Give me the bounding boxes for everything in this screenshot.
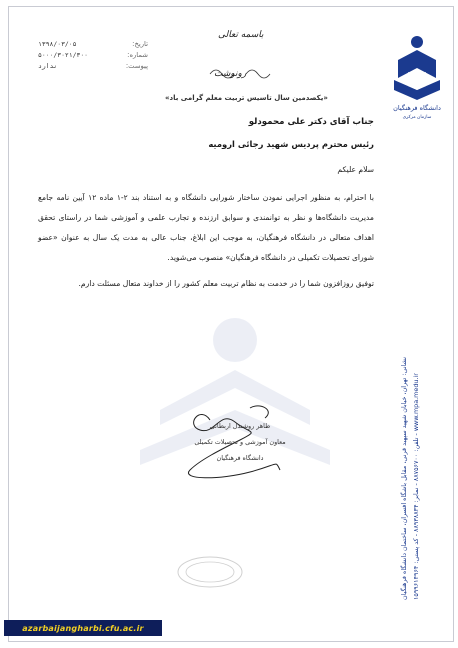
greeting: سلام علیکم [337,165,374,174]
sidebar-contact-text: تلفن: ۸۸۷۵۶۷۰۰ - نمابر: ۸۸۹۳۸۸۳۴ - کد پستی: ۱۵۹۹۶۱۴۹۶۴ - www.mpa.medu.ir [412,373,420,600]
footer-site-banner [4,620,162,636]
bismillah: باسمه تعالی [218,30,264,40]
slogan: «یکصدمین سال تاسیس تربیت معلم گرامی باد» [165,94,328,102]
footer-site-url: azarbaijangharbi.cfu.ac.ir [22,623,144,633]
signatory-org: دانشگاه فرهنگیان [216,454,264,462]
meta-attach-row [38,62,148,70]
recipient-title: رئیس محترم پردیس شهید رجائی ارومیه [208,139,374,149]
date-value: ۱۳۹۸/۰۳/۰۵ [38,40,77,48]
signatory-name: طاهر روشندل اربطانی [209,422,271,430]
sidebar-address-text: نشانی: تهران، خیابان شهید سپهبد قرنی، مقابل باشگاه افسران، ساختمان دانشگاه فرهنگیان [400,356,408,600]
doc-title: رونوشت [214,69,247,79]
recipient: جناب آقای دکتر علی محمودلو [248,117,374,127]
date-label: تاریخ: [132,40,148,48]
meta-date-row [38,40,148,48]
letter-body [38,112,374,294]
stamp-icon [175,555,245,590]
attach-value: ندارد [38,62,58,70]
sidebar [388,30,448,610]
attach-label: پیوست: [125,62,148,70]
paragraph-2: توفیق روزافزون شما را در خدمت به نظام تربیت معلم کشور را از خداوند متعال مسئلت دارم. [78,278,374,288]
meta-number-row [38,51,148,59]
sidebar-address [388,30,448,610]
signatory-position: معاون آموزشی و تحصیلات تکمیلی [194,438,286,446]
paragraph-1: با احترام، به منظور اجرایی نمودن ساختار شورایی دانشگاه و به استناد بند ۲-۱ ماده ۱۲ آیین نامه جامع مدیریت دانشگاه‌ها و نظر به توانمندی و سوابق ارزنده و تجارب علمی و آموزشی شما در راستای تحقق اهداف متعالی در دانشگاه فرهنگیان، به موجب این ابلاغ، جناب عالی به مدت یک سال به عنوان «عضو شورای تحصیلات تکمیلی در دانشگاه فرهنگیان» منصوب می‌شوید. [38,192,374,262]
number-label: شماره: [127,51,148,59]
logo-title: دانشگاه فرهنگیان [393,104,441,112]
letter-meta [38,40,148,73]
number-value: ۵۰۰۰/۳۰۲۱/۳۰۰ [38,51,89,59]
logo-subtitle: سازمان مرکزی [402,115,432,120]
signature-block [190,418,290,466]
